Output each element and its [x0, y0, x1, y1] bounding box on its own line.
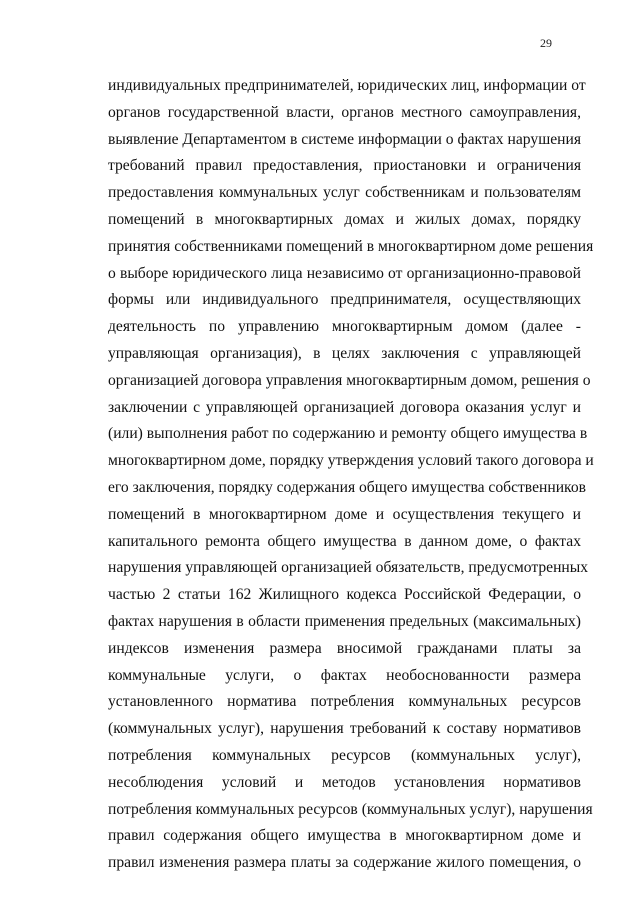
text-line: (коммунальных услуг), нарушения требований к составу нормативов — [108, 720, 581, 738]
page-number: 29 — [540, 36, 552, 50]
text-line: заключении с управляющей организацией договора оказания услуг и — [108, 398, 581, 416]
text-line: установленного норматива потребления коммунальных ресурсов — [108, 693, 581, 711]
text-line: управляющая организация), в целях заключения с управляющей — [108, 344, 581, 362]
text-line: индексов изменения размера вносимой гражданами платы за — [108, 639, 581, 657]
text-line: помещений в многоквартирных домах и жилых домах, порядку — [108, 210, 581, 228]
text-line: многоквартирном доме, порядку утверждения условий такого договора и — [108, 452, 594, 470]
text-line: помещений в многоквартирном доме и осуществления текущего и — [108, 505, 581, 523]
text-line: нарушения управляющей организацией обязательств, предусмотренных — [108, 559, 589, 577]
text-line: принятия собственниками помещений в многоквартирном доме решения — [108, 237, 594, 255]
text-line: выявление Департаментом в системе информации о фактах нарушения — [108, 130, 581, 148]
text-line: органов государственной власти, органов местного самоуправления, — [108, 103, 581, 121]
text-line: деятельность по управлению многоквартирным домом (далее - — [108, 318, 581, 336]
text-line: формы или индивидуального предпринимателя, осуществляющих — [108, 291, 581, 309]
text-line: капитального ремонта общего имущества в данном доме, о фактах — [108, 532, 581, 550]
text-line: индивидуальных предпринимателей, юридических лиц, информации от — [108, 77, 586, 94]
text-line: правил содержания общего имущества в многоквартирном доме и — [108, 827, 581, 845]
text-line: правил изменения размера платы за содержание жилого помещения, о — [108, 854, 581, 872]
body-paragraph — [108, 73, 594, 877]
text-line: частью 2 статьи 162 Жилищного кодекса Российской Федерации, о — [108, 586, 581, 604]
text-line: (или) выполнения работ по содержанию и ремонту общего имущества в — [108, 425, 588, 443]
text-line: предоставления коммунальных услуг собственникам и пользователям — [108, 184, 581, 202]
text-line: несоблюдения условий и методов установления нормативов — [108, 773, 581, 791]
text-line: его заключения, порядку содержания общего имущества собственников — [108, 478, 586, 496]
text-line: организацией договора управления многоквартирным домом, решения о — [108, 371, 591, 389]
text-line: потребления коммунальных ресурсов (коммунальных услуг), нарушения — [108, 800, 593, 818]
text-line: потребления коммунальных ресурсов (коммунальных услуг), — [108, 746, 581, 764]
text-line: коммунальные услуги, о фактах необоснованности размера — [108, 666, 581, 684]
text-line: о выборе юридического лица независимо от организационно-правовой — [108, 264, 581, 282]
text-line: требований правил предоставления, приостановки и ограничения — [108, 157, 581, 175]
text-line: фактах нарушения в области применения предельных (максимальных) — [108, 612, 581, 630]
